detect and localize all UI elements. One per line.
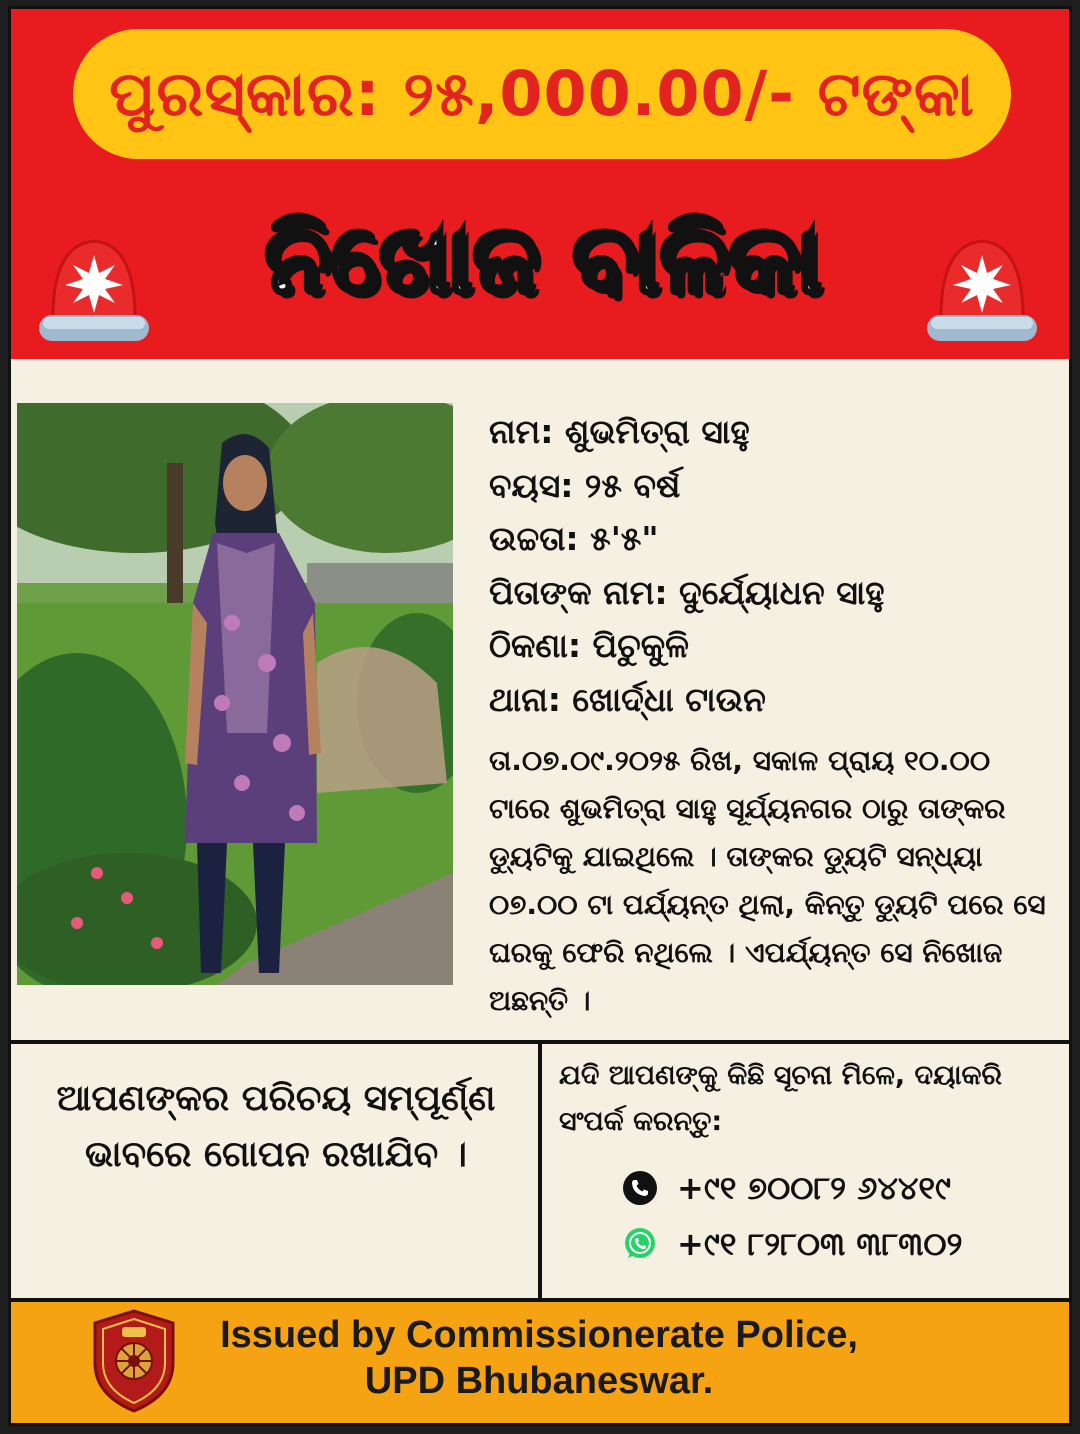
poster-header: [11, 9, 1069, 359]
poster-title: ନିଖୋଜ ବାଳିକା: [264, 203, 822, 315]
person-details: [489, 405, 1049, 726]
police-emblem-icon: [89, 1307, 179, 1415]
detail-age: ବୟସ: ୨୫ ବର୍ଷ: [489, 465, 681, 505]
detail-name: ନାମ: ଶୁଭମିତ୍ରା ସାହୁ: [489, 412, 750, 451]
missing-person-poster: [8, 6, 1072, 1426]
issued-line-1: Issued by Commissionerate Police,: [220, 1314, 858, 1356]
whatsapp-number[interactable]: +୯୧ ୮୨୮୦୩ ୩୮୩୦୨: [677, 1224, 963, 1263]
phone-contact[interactable]: [623, 1165, 951, 1211]
whatsapp-icon: [623, 1227, 657, 1261]
issued-line-2: UPD Bhubaneswar.: [364, 1360, 714, 1402]
issued-by: [189, 1312, 889, 1404]
siren-icon: [33, 205, 155, 345]
detail-police-station: ଥାନା: ଖୋର୍ଦ୍ଧା ଟାଉନ: [489, 679, 766, 719]
siren-icon: [921, 205, 1043, 345]
contact-intro: ଯଦି ଆପଣଙ୍କୁ କିଛି ସୂଚନା ମିଳେ, ଦୟାକରି ସଂପର୍କ କରନ୍ତୁ:: [559, 1060, 1002, 1137]
whatsapp-contact[interactable]: [623, 1221, 962, 1267]
detail-address: ଠିକଣା: ପିଚୁକୁଳି: [489, 626, 689, 665]
detail-height: ଉଚ୍ଚତା: ୫'୫": [489, 519, 659, 558]
missing-person-photo: [17, 403, 453, 985]
divider: [538, 1040, 542, 1298]
reward-banner: ପୁରସ୍କାର: ୨୫,000.00/- ଟଙ୍କା: [73, 29, 1011, 159]
incident-description: ତା.୦୭.୦୯.୨୦୨୫ ରିଖ, ସକାଳ ପ୍ରାୟ ୧୦.୦୦ ଟାରେ ଶୁଭମିତ୍ରା ସାହୁ ସୂର୍ଯ୍ୟନଗର ଠାରୁ ତାଙ୍କର ଡ୍ୟୁଟିକୁ ଯାଇଥିଲେ । ତାଙ୍କର ଡ୍ୟୁଟି ସନ୍ଧ୍ୟା ୦୭.୦୦ ଟା ପର୍ଯ୍ୟନ୍ତ ଥିଲା, କିନ୍ତୁ ଡ୍ୟୁଟି ପରେ ସେ ଘରକୁ ଫେରି ନଥିଲେ । ଏପର୍ଯ୍ୟନ୍ତ ସେ ନିଖୋଜ ଅଛନ୍ତି ।: [489, 744, 1046, 1017]
privacy-note: ଆପଣଙ୍କର ପରିଚୟ ସମ୍ପୂର୍ଣ୍ଣ ଭାବରେ ଗୋପନ ରଖାଯିବ ।: [56, 1078, 496, 1175]
detail-father-name: ପିତାଙ୍କ ନାମ: ଦୁର୍ଯ୍ୟୋଧନ ସାହୁ: [489, 572, 885, 612]
divider: [11, 1298, 1069, 1302]
phone-icon: [623, 1171, 657, 1205]
phone-number[interactable]: +୯୧ ୭୦୦୮୨ ୬୪୪୧୯: [677, 1168, 951, 1207]
